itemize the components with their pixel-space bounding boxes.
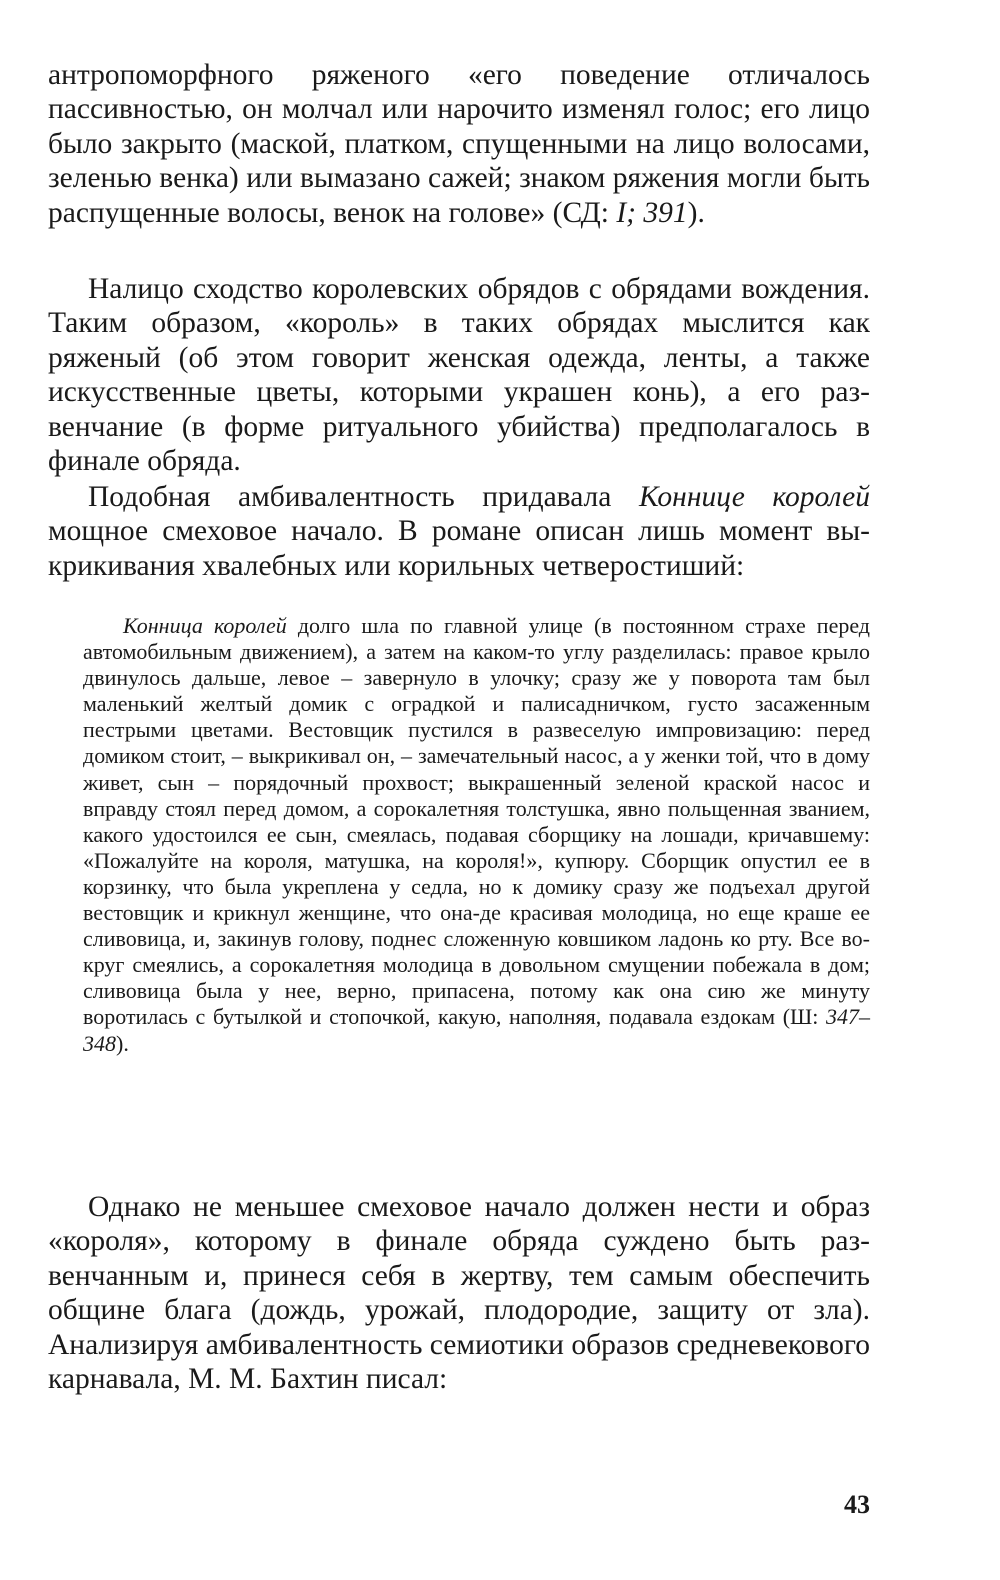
- paragraph-text: мощное смеховое начало. В романе описан лишь момент выкрикивания хвалебных или корильных четверостиший:: [48, 515, 870, 582]
- quote-tail: ).: [116, 1030, 129, 1056]
- paragraph-continued: [48, 58, 870, 230]
- block-quote: [83, 613, 870, 1057]
- paragraph-king-image: [48, 1190, 870, 1396]
- source-reference: I; 391: [616, 196, 688, 229]
- paragraph-text: антропоморфного ряженого «его поведение отличалось пассивностью, он молчал или нарочито изменял голос; его лицо было закрыто (маской, платком, спущенными на лицо волосами, зеленью венка) или вымазано сажей; знаком ряжения могли быть распущенные волосы, венок на голове» (СД:: [48, 59, 870, 229]
- source-reference: 347–348: [83, 1004, 870, 1056]
- italic-title: Конница королей: [123, 613, 287, 638]
- paragraph-lead: Подобная амбивалентность придавала: [88, 481, 639, 513]
- italic-title: Коннице королей: [638, 481, 870, 513]
- quote-text: долго шла по главной улице (в постоянном страхе перед автомобильным движением), а затем на каком-то углу разделилась: правое крыло двинулось дальше, левое – завернуло в улочку; сразу же у поворота там был маленький желтый домик с оградкой и палисадничком, густо засаженным пестрыми цветами. Вестовщик пустился в развеселую импровизацию: перед домиком стоит, – выкрикивал он, – замечательный насос, а у женки той, что в дому живет, сын – порядочный прохвост; выкрашенный зеленой краской насос и вправду стоял перед домом, а сорокалетняя толстушка, явно польщенная званием, какого удостоился ее сын, смеялась, подавая сборщику на лошади, кричавшему: «Пожалуйте на короля, матушка, на короля!», купюру. Сборщик опустил ее в корзинку, что была укреплена у седла, но к домику сразу же подъехал другой вестовщик и крикнул женщине, что она-де красивая молодица, но еще краше ее сливовица, и, закинув голову, поднес сложенную ковшиком ладонь ко рту. Все вокруг смеялись, а сорокалетняя молодица в довольном смущении побежала в дом; сливовица была у нее, верно, припасена, потому как она сию же минуту воротилась с бутылкой и стопочкой, какую, наполняя, подавала ездокам (Ш:: [83, 613, 870, 1030]
- paragraph-tail: ).: [687, 196, 705, 229]
- paragraph-text: Однако не меньшее смеховое начало должен нести и образ «короля», которому в финале обряда суждено быть развенчанным и, принеся себя в жертву, тем самым обеспечить общине блага (дождь, урожай, плодородие, защиту от зла). Анализируя амбивалентность семиотики образов средневекового карнавала, М. М. Бахтин писал:: [48, 1191, 870, 1396]
- paragraph-ambivalence: [48, 480, 870, 583]
- paragraph-text: Налицо сходство королевских обрядов с обрядами вождения. Таким образом, «король» в таких обрядах мыслится как ряженый (об этом говорит женская одежда, ленты, а также искусственные цветы, которыми украшен конь), а его развенчание (в форме ритуального убийства) предполагалось в финале обряда.: [48, 273, 870, 478]
- page-number: 43: [844, 1490, 870, 1519]
- paragraph-royal-rites: [48, 272, 870, 478]
